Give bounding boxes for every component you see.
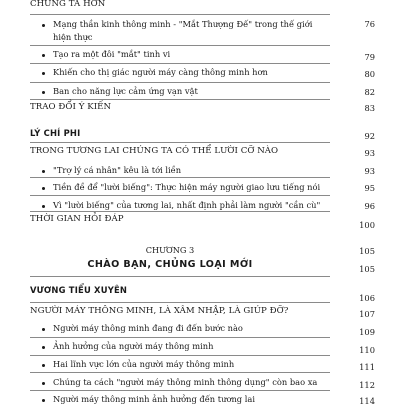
- divider: [30, 142, 330, 143]
- toc-page-number: 96: [364, 201, 375, 211]
- toc-entry-text: Tiền đề để "lười biếng": Thực hiện máy người giao lưu tiếng nói: [53, 182, 321, 192]
- toc-entry-text: Hai lĩnh vực lớn của người máy thông minh: [53, 359, 235, 369]
- toc-entry-text: Người máy thông minh ảnh hưởng đến tương lai: [53, 394, 256, 404]
- bullet-icon: [42, 205, 45, 208]
- bullet-icon: [42, 54, 45, 57]
- toc-entry-text: Chúng ta cách "người máy thông minh thông dụng" còn bao xa: [53, 377, 318, 387]
- toc-page-number: 76: [364, 19, 375, 29]
- bullet-icon: [42, 328, 45, 331]
- toc-page-number: 109: [359, 327, 375, 337]
- author-name: VƯƠNG TIỂU XUYÊN: [30, 285, 128, 295]
- divider: [30, 276, 330, 277]
- toc-entry-text: Ban cho năng lực cảm ứng vạn vật: [53, 86, 198, 96]
- divider: [30, 82, 330, 83]
- toc-page-number: 110: [359, 345, 375, 355]
- toc-entry-text: Người máy thông minh đang đi đến bước nào: [53, 323, 243, 333]
- toc-entry-text: Vì "lười biếng" của tương lai, nhất định phải làm người "cần cù": [53, 200, 321, 210]
- divider: [30, 302, 330, 303]
- toc-page-number: 107: [359, 309, 375, 319]
- divider: [30, 355, 330, 356]
- toc-page-number: 83: [364, 103, 375, 113]
- section-title-luoi: TRONG TƯƠNG LAI CHÚNG TA CÓ THỂ LƯỜI CỠ NÀO: [30, 146, 279, 156]
- bullet-icon: [42, 170, 45, 173]
- bullet-icon: [42, 24, 45, 27]
- toc-page-number: 100: [359, 220, 375, 230]
- toc-entry-text: Mạng thần kinh thông minh - "Mắt Thượng Đế" trong thế giới: [53, 19, 313, 29]
- toc-entry-text: Khiến cho thị giác người máy càng thông minh hơn: [53, 67, 268, 77]
- divider: [30, 99, 330, 100]
- chapter-label: CHƯƠNG 3: [145, 245, 195, 255]
- bullet-icon: [42, 382, 45, 385]
- section-title-xam-nhap: NGƯỜI MÁY THÔNG MINH, LÀ XÂM NHẬP, LÀ GIÚP ĐỠ?: [30, 306, 289, 316]
- divider: [30, 372, 330, 373]
- section-title-chung-ta-hon: CHÚNG TA HƠN: [30, 0, 106, 9]
- divider: [30, 211, 330, 212]
- chapter-title: CHÀO BẠN, CHỦNG LOẠI MỚI: [87, 259, 253, 270]
- section-title-hoi-dap: THỜI GIAN HỎI ĐÁP: [30, 214, 124, 224]
- toc-page-number: 93: [364, 166, 375, 176]
- toc-page-number: 112: [359, 380, 375, 390]
- toc-page-number: 93: [364, 148, 375, 158]
- toc-page-number: 82: [364, 87, 375, 97]
- bullet-icon: [42, 399, 45, 402]
- toc-page-number: 111: [359, 362, 375, 372]
- divider: [30, 390, 330, 391]
- toc-entry-text-cont: hiện thực: [53, 32, 93, 42]
- divider: [30, 177, 330, 178]
- bullet-icon: [42, 91, 45, 94]
- bullet-icon: [42, 72, 45, 75]
- toc-entry-text: Tạo ra một đôi "mắt" tinh vi: [53, 49, 171, 59]
- toc-page-number: 106: [359, 293, 375, 303]
- toc-page-number: 105: [359, 246, 375, 256]
- toc-page-number: 80: [364, 69, 375, 79]
- divider: [30, 195, 330, 196]
- toc-page-number: 92: [364, 131, 375, 141]
- divider: [30, 45, 330, 46]
- toc-entry-text: "Trợ lý cá nhân" kêu là tới liền: [53, 165, 182, 175]
- section-title-trao-doi: TRAO ĐỔI Ý KIẾN: [30, 102, 112, 112]
- author-name: LÝ CHÍ PHI: [30, 128, 81, 138]
- toc-page-number: 105: [359, 264, 375, 274]
- divider: [30, 14, 330, 15]
- bullet-icon: [42, 187, 45, 190]
- bullet-icon: [42, 346, 45, 349]
- toc-page-number: 79: [364, 52, 375, 62]
- divider: [30, 337, 330, 338]
- toc-page-number: 114: [359, 396, 375, 406]
- toc-page-number: 95: [364, 183, 375, 193]
- bullet-icon: [42, 364, 45, 367]
- divider: [30, 63, 330, 64]
- toc-entry-text: Ảnh hưởng của người máy thông minh: [53, 341, 214, 351]
